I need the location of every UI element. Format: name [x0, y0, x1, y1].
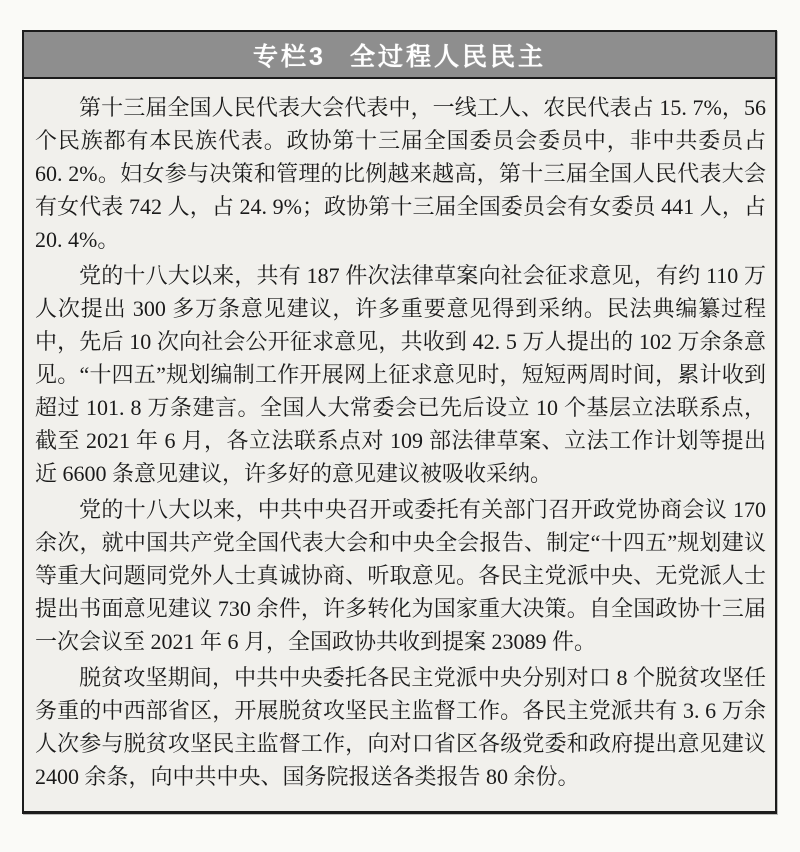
- column-box-body: [24, 79, 775, 811]
- paragraph-npc-representation: 第十三届全国人民代表大会代表中，一线工人、农民代表占 15. 7%，56 个民族都有本民族代表。政协第十三届全国委员会委员中，非中共委员占 60. 2%。妇女参与决策和管理的比例越来越高，第十三届全国人民代表大会有女代表 742 人，占 24. 9%；政协第十三届全国委员会有女委员 441 人，占 20. 4%。: [35, 95, 766, 252]
- paragraph-poverty-supervision: 脱贫攻坚期间，中共中央委托各民主党派中央分别对口 8 个脱贫攻坚任务重的中西部省区，开展脱贫攻坚民主监督工作。各民主党派共有 3. 6 万余人次参与脱贫攻坚民主监督工作，向对口省区各级党委和政府提出意见建议 2400 余条，向中共中央、国务院报送各类报告 80 余份。: [35, 665, 766, 789]
- column-title: 全过程人民民主: [349, 42, 546, 71]
- column-box: [22, 30, 777, 814]
- column-label: 专栏3: [253, 42, 326, 71]
- paragraph-legislation-comments: 党的十八大以来，共有 187 件次法律草案向社会征求意见，有约 110 万人次提出 300 多万条意见建议，许多重要意见得到采纳。民法典编纂过程中，先后 10 次向社会公开征求意见，共收到 42. 5 万人提出的 102 万余条意见。“十四五”规划编制工作开展网上征求意见时，短短两周时间，累计收到超过 101. 8 万条建言。全国人大常委会已先后设立 10 个基层立法联系点，截至 2021 年 6 月，各立法联系点对 109 部法律草案、立法工作计划等提出近 6600 条意见建议，许多好的意见建议被吸收采纳。: [35, 263, 766, 486]
- column-box-header: [24, 32, 775, 79]
- paragraph-party-consultation: 党的十八大以来，中共中央召开或委托有关部门召开政党协商会议 170 余次，就中国共产党全国代表大会和中央全会报告、制定“十四五”规划建议等重大问题同党外人士真诚协商、听取意见。各民主党派中央、无党派人士提出书面意见建议 730 余件，许多转化为国家重大决策。自全国政协十三届一次会议至 2021 年 6 月，全国政协共收到提案 23089 件。: [35, 497, 766, 654]
